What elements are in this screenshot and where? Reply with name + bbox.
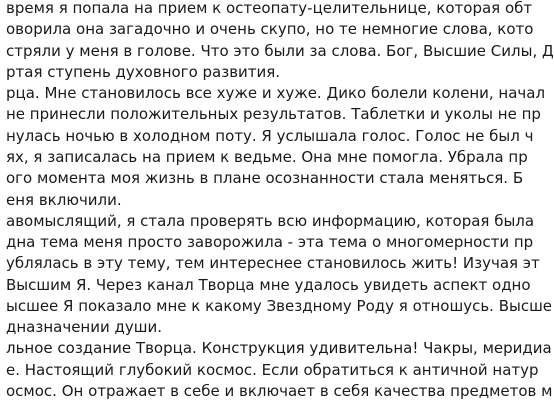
text-line: рца. Мне становилось все хуже и хуже. Дико болели колени, начал (6, 84, 546, 103)
text-line: ях, я записалась на прием к ведьме. Она мне помогла. Убрала пр (6, 147, 528, 166)
text-line: время я попала на прием к остеопату-целительнице, которая обт (6, 0, 533, 17)
text-line: ртая ступень духовного развития. (6, 62, 281, 81)
text-line: оворила она загадочно и очень скупо, но те немногие слова, кото (6, 20, 534, 39)
text-line: ублялась в эту тему, тем интереснее становилось жить! Изучая эт (6, 254, 540, 273)
text-line: стряли у меня в голове. Что это были за слова. Бог, Высшие Силы, Д (6, 41, 554, 60)
text-line: ысшее Я показало мне к какому Звездному Роду я отношусь. Высше (6, 296, 553, 315)
text-line: Высшим Я. Через канал Творца мне удалось увидеть аспект одно (6, 275, 531, 294)
text-line: дна тема меня просто заворожила - эта тема о многомерности пр (6, 233, 534, 252)
text-line: еня включили. (6, 190, 122, 209)
text-line: е. Настоящий глубокий космос. Если обратиться к античной натур (6, 360, 539, 379)
text-line: ого момента моя жизнь в плане осознанности стала меняться. Б (6, 169, 524, 188)
text-line: авомыслящий, я стала проверять всю информацию, которая была (6, 211, 535, 230)
text-line: не принесли положительных результатов. Таблетки и уколы не пр (6, 105, 541, 124)
text-line: льное создание Творца. Конструкция удивительна! Чакры, меридиа (6, 339, 552, 358)
text-line: дназначении души. (6, 318, 162, 337)
text-line: нулась ночью в холодном поту. Я услышала голос. Голос не был ч (6, 126, 534, 145)
text-line: осмос. Он отражает в себе и включает в себя качества предметов м (6, 382, 553, 400)
